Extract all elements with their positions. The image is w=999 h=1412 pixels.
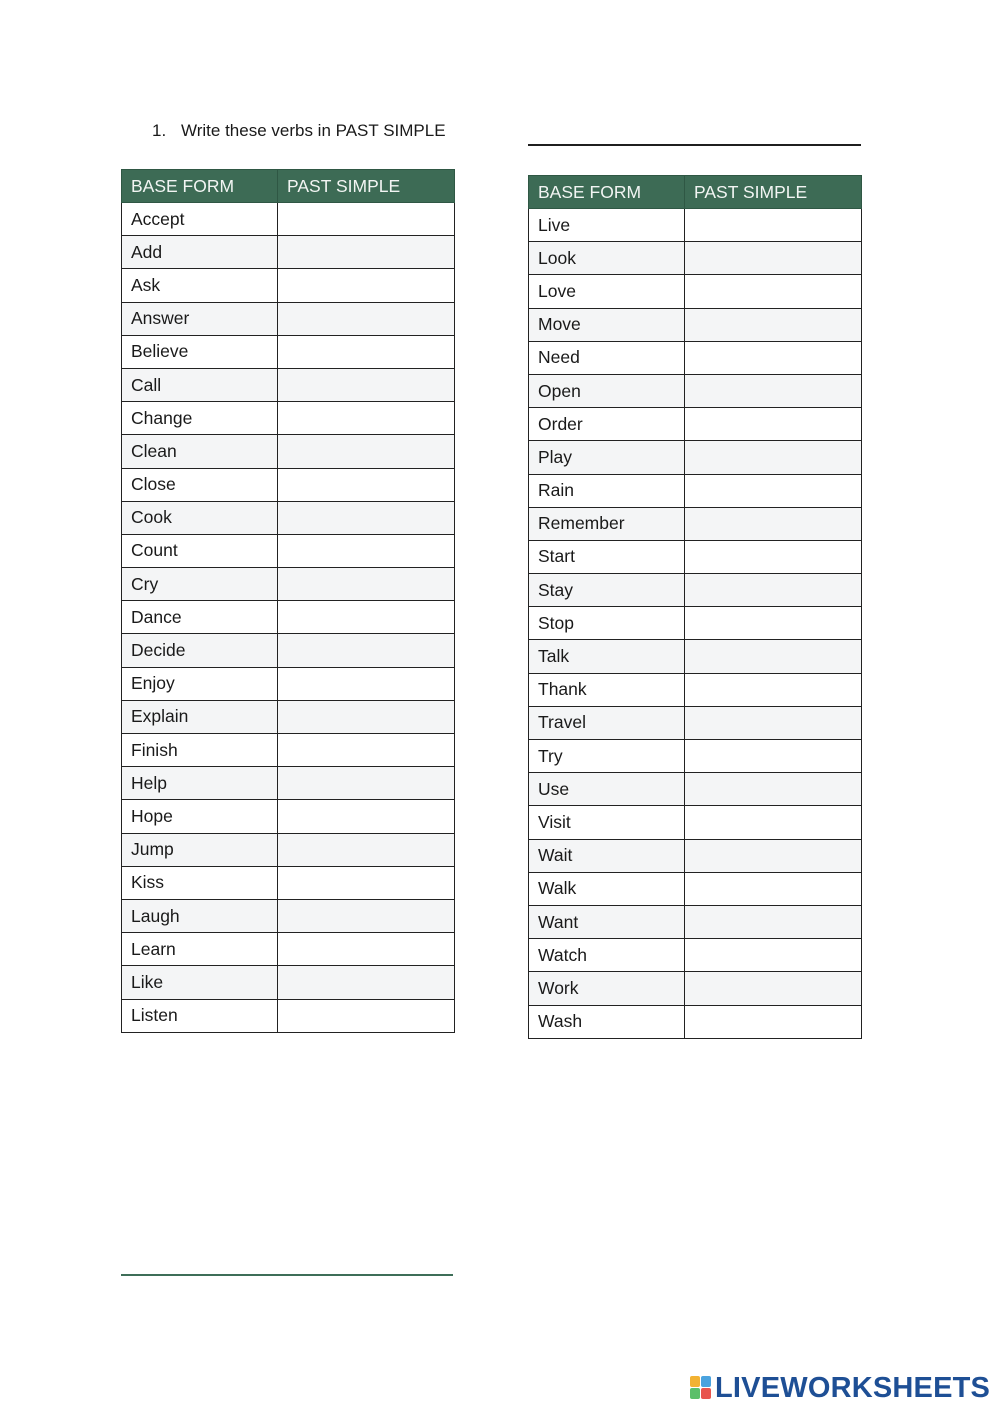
header-past-simple: PAST SIMPLE <box>278 170 455 203</box>
past-simple-cell[interactable] <box>685 574 862 607</box>
base-form-cell: Visit <box>529 806 685 839</box>
past-simple-cell[interactable] <box>685 972 862 1005</box>
past-simple-answer-input[interactable] <box>685 309 861 341</box>
instruction-text: Write these verbs in PAST SIMPLE <box>181 121 446 140</box>
past-simple-answer-input[interactable] <box>278 435 454 467</box>
table-header-row <box>122 170 455 203</box>
base-form-cell: Play <box>529 441 685 474</box>
past-simple-cell[interactable] <box>278 800 455 833</box>
past-simple-cell[interactable] <box>685 242 862 275</box>
table-row <box>122 269 455 302</box>
past-simple-cell[interactable] <box>278 468 455 501</box>
past-simple-cell[interactable] <box>685 806 862 839</box>
past-simple-cell[interactable] <box>278 833 455 866</box>
past-simple-answer-input[interactable] <box>685 375 861 407</box>
base-form-cell: Clean <box>122 435 278 468</box>
past-simple-answer-input[interactable] <box>685 707 861 739</box>
past-simple-cell[interactable] <box>278 933 455 966</box>
liveworksheets-logo-icon <box>690 1376 712 1400</box>
table-row <box>529 872 862 905</box>
past-simple-cell[interactable] <box>685 308 862 341</box>
table-row <box>122 501 455 534</box>
brand-name: LIVEWORKSHEETS <box>715 1371 991 1404</box>
past-simple-answer-input[interactable] <box>685 441 861 473</box>
table-row <box>122 601 455 634</box>
base-form-cell: Believe <box>122 335 278 368</box>
base-form-cell: Wait <box>529 839 685 872</box>
header-past-simple: PAST SIMPLE <box>685 176 862 209</box>
brand-logo <box>690 1372 990 1404</box>
past-simple-cell[interactable] <box>685 905 862 938</box>
table-row <box>529 773 862 806</box>
past-simple-answer-input[interactable] <box>685 773 861 805</box>
table-row <box>529 607 862 640</box>
past-simple-answer-input[interactable] <box>685 972 861 1004</box>
table-row <box>122 833 455 866</box>
base-form-cell: Help <box>122 767 278 800</box>
table-row <box>122 402 455 435</box>
base-form-cell: Want <box>529 905 685 938</box>
base-form-cell: Stay <box>529 574 685 607</box>
table-row <box>122 468 455 501</box>
table-row <box>529 308 862 341</box>
past-simple-cell[interactable] <box>278 999 455 1032</box>
base-form-cell: Learn <box>122 933 278 966</box>
table-row <box>122 534 455 567</box>
base-form-cell: Travel <box>529 706 685 739</box>
base-form-cell: Count <box>122 534 278 567</box>
base-form-cell: Thank <box>529 673 685 706</box>
base-form-cell: Remember <box>529 507 685 540</box>
base-form-cell: Start <box>529 540 685 573</box>
past-simple-cell[interactable] <box>278 335 455 368</box>
table-row <box>122 568 455 601</box>
past-simple-cell[interactable] <box>278 236 455 269</box>
past-simple-answer-input[interactable] <box>278 933 454 965</box>
table-row <box>122 999 455 1032</box>
past-simple-cell[interactable] <box>278 269 455 302</box>
past-simple-cell[interactable] <box>278 767 455 800</box>
past-simple-answer-input[interactable] <box>278 634 454 666</box>
past-simple-answer-input[interactable] <box>278 502 454 534</box>
past-simple-answer-input[interactable] <box>278 269 454 301</box>
past-simple-cell[interactable] <box>278 568 455 601</box>
base-form-cell: Laugh <box>122 899 278 932</box>
table-row <box>529 474 862 507</box>
table-row <box>529 242 862 275</box>
base-form-cell: Watch <box>529 939 685 972</box>
past-simple-cell[interactable] <box>685 872 862 905</box>
instruction-number: 1. <box>152 121 167 140</box>
past-simple-answer-input[interactable] <box>278 701 454 733</box>
past-simple-cell[interactable] <box>278 634 455 667</box>
base-form-cell: Listen <box>122 999 278 1032</box>
base-form-cell: Cry <box>122 568 278 601</box>
table-row <box>529 905 862 938</box>
base-form-cell: Work <box>529 972 685 1005</box>
table-row <box>122 767 455 800</box>
past-simple-cell[interactable] <box>685 374 862 407</box>
base-form-cell: Try <box>529 740 685 773</box>
table-row <box>529 1005 862 1038</box>
past-simple-answer-input[interactable] <box>278 203 454 235</box>
bottom-divider-line <box>121 1274 453 1276</box>
past-simple-cell[interactable] <box>278 368 455 401</box>
past-simple-answer-input[interactable] <box>278 336 454 368</box>
past-simple-cell[interactable] <box>278 966 455 999</box>
base-form-cell: Explain <box>122 700 278 733</box>
top-divider-line <box>528 144 861 146</box>
past-simple-answer-input[interactable] <box>278 966 454 998</box>
base-form-cell: Use <box>529 773 685 806</box>
base-form-cell: Need <box>529 341 685 374</box>
table-row <box>529 574 862 607</box>
past-simple-answer-input[interactable] <box>278 734 454 766</box>
past-simple-answer-input[interactable] <box>278 1000 454 1032</box>
past-simple-answer-input[interactable] <box>685 508 861 540</box>
past-simple-answer-input[interactable] <box>685 574 861 606</box>
table-row <box>122 236 455 269</box>
verb-table-left <box>121 169 455 1033</box>
table-row <box>122 800 455 833</box>
past-simple-cell[interactable] <box>685 839 862 872</box>
past-simple-cell[interactable] <box>685 1005 862 1038</box>
table-row <box>529 540 862 573</box>
past-simple-answer-input[interactable] <box>278 900 454 932</box>
past-simple-cell[interactable] <box>278 501 455 534</box>
past-simple-answer-input[interactable] <box>685 906 861 938</box>
past-simple-cell[interactable] <box>278 534 455 567</box>
past-simple-answer-input[interactable] <box>685 242 861 274</box>
base-form-cell: Live <box>529 209 685 242</box>
past-simple-answer-input[interactable] <box>685 275 861 307</box>
base-form-cell: Change <box>122 402 278 435</box>
past-simple-cell[interactable] <box>278 700 455 733</box>
base-form-cell: Call <box>122 368 278 401</box>
base-form-cell: Decide <box>122 634 278 667</box>
base-form-cell: Look <box>529 242 685 275</box>
past-simple-cell[interactable] <box>685 607 862 640</box>
past-simple-cell[interactable] <box>685 474 862 507</box>
table-row <box>529 209 862 242</box>
table-row <box>122 667 455 700</box>
base-form-cell: Move <box>529 308 685 341</box>
past-simple-answer-input[interactable] <box>278 568 454 600</box>
base-form-cell: Enjoy <box>122 667 278 700</box>
past-simple-answer-input[interactable] <box>685 806 861 838</box>
past-simple-cell[interactable] <box>685 275 862 308</box>
past-simple-cell[interactable] <box>278 601 455 634</box>
base-form-cell: Rain <box>529 474 685 507</box>
past-simple-answer-input[interactable] <box>278 303 454 335</box>
base-form-cell: Answer <box>122 302 278 335</box>
past-simple-answer-input[interactable] <box>278 236 454 268</box>
table-row <box>529 275 862 308</box>
base-form-cell: Hope <box>122 800 278 833</box>
past-simple-answer-input[interactable] <box>278 834 454 866</box>
past-simple-answer-input[interactable] <box>685 342 861 374</box>
table-row <box>529 341 862 374</box>
table-row <box>529 441 862 474</box>
base-form-cell: Close <box>122 468 278 501</box>
past-simple-cell[interactable] <box>685 740 862 773</box>
past-simple-answer-input[interactable] <box>278 601 454 633</box>
table-row <box>122 302 455 335</box>
table-row <box>122 734 455 767</box>
past-simple-cell[interactable] <box>278 302 455 335</box>
table-row <box>122 899 455 932</box>
base-form-cell: Cook <box>122 501 278 534</box>
past-simple-answer-input[interactable] <box>685 640 861 672</box>
past-simple-answer-input[interactable] <box>685 939 861 971</box>
table-row <box>529 673 862 706</box>
table-row <box>122 203 455 236</box>
table-row <box>529 806 862 839</box>
table-row <box>122 335 455 368</box>
past-simple-cell[interactable] <box>685 408 862 441</box>
base-form-cell: Dance <box>122 601 278 634</box>
past-simple-answer-input[interactable] <box>278 369 454 401</box>
table-row <box>122 966 455 999</box>
base-form-cell: Like <box>122 966 278 999</box>
past-simple-cell[interactable] <box>278 866 455 899</box>
past-simple-cell[interactable] <box>278 899 455 932</box>
base-form-cell: Jump <box>122 833 278 866</box>
base-form-cell: Stop <box>529 607 685 640</box>
table-row <box>529 640 862 673</box>
verb-table-right-body <box>529 209 862 1039</box>
past-simple-cell[interactable] <box>685 341 862 374</box>
past-simple-cell[interactable] <box>685 441 862 474</box>
table-row <box>122 866 455 899</box>
past-simple-answer-input[interactable] <box>278 867 454 899</box>
table-row <box>529 706 862 739</box>
table-row <box>122 634 455 667</box>
past-simple-answer-input[interactable] <box>685 541 861 573</box>
table-row <box>529 374 862 407</box>
past-simple-answer-input[interactable] <box>278 668 454 700</box>
header-base-form: BASE FORM <box>122 170 278 203</box>
past-simple-answer-input[interactable] <box>685 475 861 507</box>
base-form-cell: Talk <box>529 640 685 673</box>
past-simple-cell[interactable] <box>685 773 862 806</box>
base-form-cell: Add <box>122 236 278 269</box>
past-simple-cell[interactable] <box>685 507 862 540</box>
past-simple-answer-input[interactable] <box>685 408 861 440</box>
table-row <box>529 939 862 972</box>
base-form-cell: Order <box>529 408 685 441</box>
past-simple-cell[interactable] <box>278 435 455 468</box>
past-simple-cell[interactable] <box>685 673 862 706</box>
past-simple-cell[interactable] <box>685 640 862 673</box>
table-row <box>529 408 862 441</box>
base-form-cell: Wash <box>529 1005 685 1038</box>
base-form-cell: Love <box>529 275 685 308</box>
past-simple-answer-input[interactable] <box>685 674 861 706</box>
header-base-form: BASE FORM <box>529 176 685 209</box>
past-simple-answer-input[interactable] <box>278 800 454 832</box>
past-simple-cell[interactable] <box>685 939 862 972</box>
past-simple-cell[interactable] <box>278 402 455 435</box>
verb-table-right <box>528 175 862 1039</box>
base-form-cell: Finish <box>122 734 278 767</box>
past-simple-answer-input[interactable] <box>278 469 454 501</box>
verb-table-left-body <box>122 203 455 1033</box>
table-row <box>122 933 455 966</box>
past-simple-answer-input[interactable] <box>685 873 861 905</box>
past-simple-cell[interactable] <box>278 667 455 700</box>
base-form-cell: Open <box>529 374 685 407</box>
table-row <box>529 972 862 1005</box>
table-row <box>122 435 455 468</box>
table-row <box>529 839 862 872</box>
table-row <box>122 700 455 733</box>
instruction <box>152 121 446 141</box>
past-simple-cell[interactable] <box>685 540 862 573</box>
table-row <box>529 740 862 773</box>
past-simple-cell[interactable] <box>278 734 455 767</box>
past-simple-answer-input[interactable] <box>278 402 454 434</box>
past-simple-cell[interactable] <box>685 706 862 739</box>
past-simple-answer-input[interactable] <box>685 840 861 872</box>
past-simple-answer-input[interactable] <box>685 1006 861 1038</box>
base-form-cell: Ask <box>122 269 278 302</box>
past-simple-answer-input[interactable] <box>685 607 861 639</box>
base-form-cell: Accept <box>122 203 278 236</box>
table-header-row <box>529 176 862 209</box>
past-simple-answer-input[interactable] <box>685 209 861 241</box>
past-simple-cell[interactable] <box>278 203 455 236</box>
base-form-cell: Walk <box>529 872 685 905</box>
past-simple-answer-input[interactable] <box>685 740 861 772</box>
table-row <box>122 368 455 401</box>
base-form-cell: Kiss <box>122 866 278 899</box>
table-row <box>529 507 862 540</box>
past-simple-answer-input[interactable] <box>278 535 454 567</box>
past-simple-answer-input[interactable] <box>278 767 454 799</box>
past-simple-cell[interactable] <box>685 209 862 242</box>
